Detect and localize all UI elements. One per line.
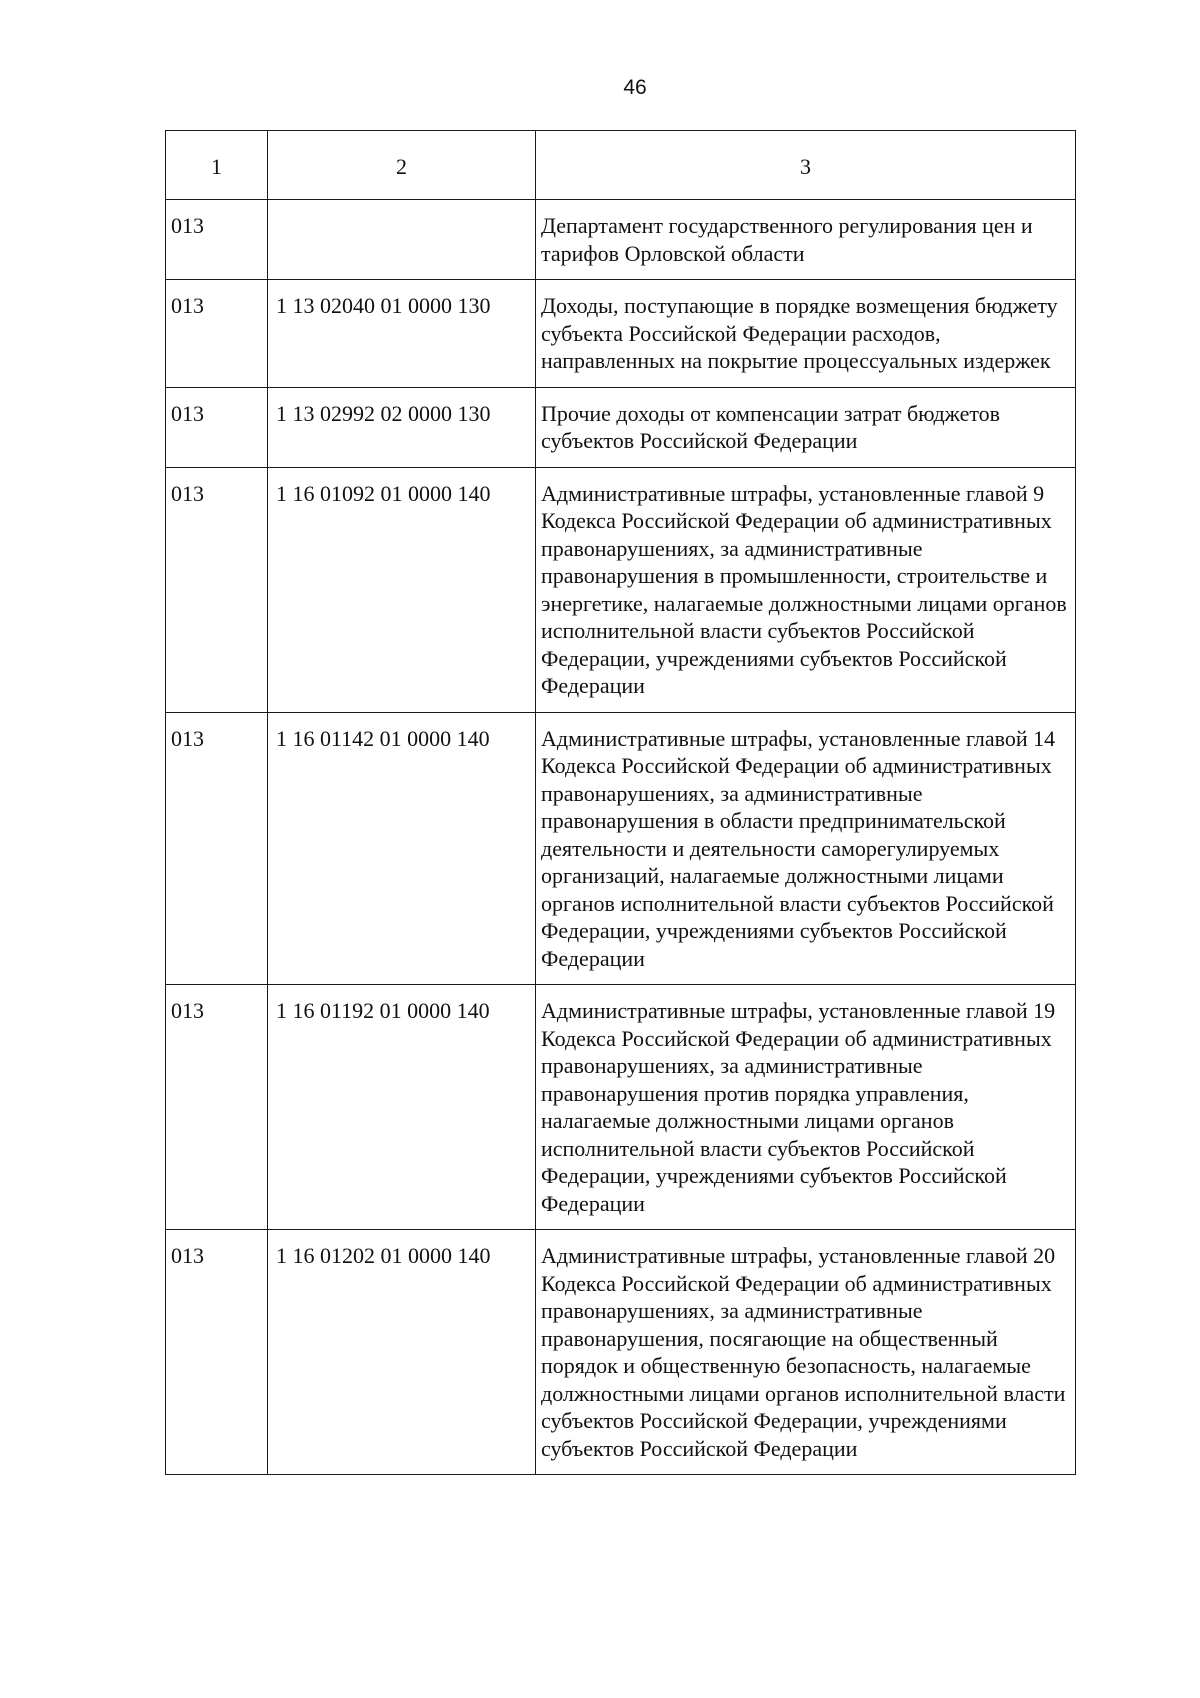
revenue-code-cell: 1 16 01092 01 0000 140 xyxy=(268,467,536,712)
admin-code-cell: 013 xyxy=(166,200,268,280)
revenue-name-cell: Прочие доходы от компенсации затрат бюджетов субъектов Российской Федерации xyxy=(536,387,1076,467)
revenue-code-cell: 1 16 01202 01 0000 140 xyxy=(268,1230,536,1475)
revenue-name-cell: Административные штрафы, установленные главой 9 Кодекса Российской Федерации об административных правонарушениях, за административные правонарушения в промышленности, строительстве и энергетике, налагаемые должностными лицами органов исполнительной власти субъектов Российской Федерации, учреждениями субъектов Российской Федерации xyxy=(536,467,1076,712)
table-row xyxy=(166,200,1076,280)
table-row xyxy=(166,712,1076,985)
column-header-1: 1 xyxy=(166,131,268,200)
revenue-code-cell: 1 13 02040 01 0000 130 xyxy=(268,280,536,388)
admin-code-cell: 013 xyxy=(166,985,268,1230)
revenue-name-cell: Административные штрафы, установленные главой 20 Кодекса Российской Федерации об административных правонарушениях, за административные правонарушения, посягающие на общественный порядок и общественную безопасность, налагаемые должностными лицами органов исполнительной власти субъектов Российской Федерации, учреждениями субъектов Российской Федерации xyxy=(536,1230,1076,1475)
table-row xyxy=(166,467,1076,712)
table-row xyxy=(166,280,1076,388)
admin-code-cell: 013 xyxy=(166,712,268,985)
revenue-name-cell: Департамент государственного регулирования цен и тарифов Орловской области xyxy=(536,200,1076,280)
table-header-row xyxy=(166,131,1076,200)
revenue-codes-table xyxy=(165,130,1076,1475)
revenue-name-cell: Административные штрафы, установленные главой 14 Кодекса Российской Федерации об административных правонарушениях, за административные правонарушения в области предпринимательской деятельности и деятельности саморегулируемых организаций, налагаемые должностными лицами органов исполнительной власти субъектов Российской Федерации, учреждениями субъектов Российской Федерации xyxy=(536,712,1076,985)
revenue-code-cell xyxy=(268,200,536,280)
revenue-name-cell: Административные штрафы, установленные главой 19 Кодекса Российской Федерации об административных правонарушениях, за административные правонарушения против порядка управления, налагаемые должностными лицами органов исполнительной власти субъектов Российской Федерации, учреждениями субъектов Российской Федерации xyxy=(536,985,1076,1230)
admin-code-cell: 013 xyxy=(166,280,268,388)
admin-code-cell: 013 xyxy=(166,387,268,467)
table-row xyxy=(166,985,1076,1230)
revenue-code-cell: 1 16 01142 01 0000 140 xyxy=(268,712,536,985)
revenue-code-cell: 1 13 02992 02 0000 130 xyxy=(268,387,536,467)
table-row xyxy=(166,387,1076,467)
table-row xyxy=(166,1230,1076,1475)
admin-code-cell: 013 xyxy=(166,467,268,712)
admin-code-cell: 013 xyxy=(166,1230,268,1475)
revenue-code-cell: 1 16 01192 01 0000 140 xyxy=(268,985,536,1230)
column-header-3: 3 xyxy=(536,131,1076,200)
revenue-name-cell: Доходы, поступающие в порядке возмещения бюджету субъекта Российской Федерации расходов, направленных на покрытие процессуальных издержек xyxy=(536,280,1076,388)
column-header-2: 2 xyxy=(268,131,536,200)
page-number: 46 xyxy=(623,76,647,99)
